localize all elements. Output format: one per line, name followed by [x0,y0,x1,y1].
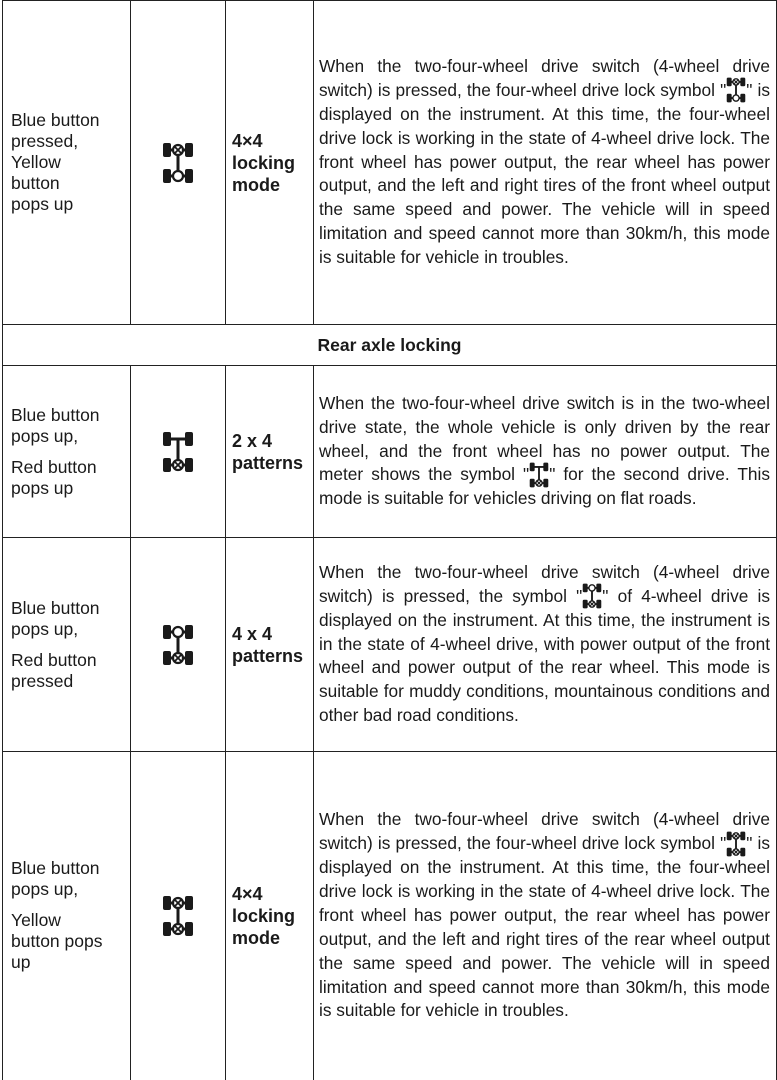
condition-line: button pops [11,931,103,952]
4x4-drive-icon [582,583,602,609]
condition-line: pops up, [11,879,79,900]
mode-line: 2 x 4 [232,430,273,451]
description-text: When the two-four-wheel drive switch (4-wheel drive switch) is pressed, the four-wheel drive lock symbol " [319,55,770,100]
2x4-rear-drive-icon [162,431,194,473]
description-text: " is displayed on the instrument. At this time, the four-wheel drive lock is working in the state of 4-wheel drive lock. The front wheel has power output, the rear wheel has power output, and the left and right tires of the front wheel output the same speed and power. The vehicle will in speed limitation and speed cannot more than 30km/h, this mode is suitable for vehicle in troubles. [319,79,770,268]
mode-name-cell [226,366,314,538]
mode-description-cell [314,752,777,1080]
button-state-cell [3,538,131,752]
condition-line: Blue button [11,858,100,879]
mode-description-cell [314,1,777,325]
mode-line: mode [232,927,281,948]
condition-line: Red button [11,456,97,477]
condition-line: Blue button [11,404,100,425]
4x4-lock-rear-icon [162,895,194,937]
description-text: " is displayed on the instrument. At this time, the four-wheel drive lock is working in the state of 4-wheel drive lock. The front wheel has power output, the rear wheel has power output, and the left and right tires of the rear wheel output the same speed and power. The vehicle will in speed limitation and speed cannot more than 30km/h, this mode is suitable for vehicle in troubles. [319,833,770,1021]
mode-line: locking [232,905,296,926]
mode-symbol-cell [131,538,226,752]
4x4-lock-front-icon [726,77,746,103]
description-text: " for the second drive. This mode is suitable for vehicles driving on flat roads. [319,464,770,509]
mode-name-cell [226,1,314,325]
mode-description-cell [314,366,777,538]
condition-line: pops up [11,477,74,498]
mode-line: 4 x 4 [232,623,273,644]
mode-line: 4×4 [232,883,263,904]
condition-line: button [11,173,60,193]
condition-line: Blue button [11,110,100,130]
table-row [3,538,777,752]
mode-symbol-cell [131,1,226,325]
condition-line: pressed [11,670,74,691]
mode-name-cell [226,538,314,752]
table-row [3,1,777,325]
section-row [3,325,777,366]
condition-line: Red button [11,649,97,670]
mode-line: patterns [232,645,304,666]
mode-line: mode [232,174,281,195]
table-row [3,752,777,1080]
condition-line: Yellow [11,152,61,172]
description-text: When the two-four-wheel drive switch (4-wheel drive switch) is pressed, the symbol " [319,561,770,606]
4x4-lock-front-icon [162,142,194,184]
mode-line: 4×4 [232,130,263,151]
section-title: Rear axle locking [3,325,777,366]
condition-line: pops up, [11,618,79,639]
mode-description-cell [314,538,777,752]
button-state-cell [3,1,131,325]
mode-symbol-cell [131,366,226,538]
condition-line: Blue button [11,597,100,618]
mode-symbol-cell [131,752,226,1080]
condition-line: pressed, [11,131,79,151]
mode-name-cell [226,752,314,1080]
mode-line: locking [232,152,296,173]
description-text: When the two-four-wheel drive switch is in the two-wheel drive state, the whole vehicle is only driven by the rear wheel, and the front wheel has no power output. The meter shows the symbol " [319,392,770,485]
condition-line: up [11,952,31,973]
drive-mode-table [2,0,777,1080]
condition-line: Yellow [11,910,61,931]
mode-line: patterns [232,452,304,473]
2x4-rear-drive-icon [529,462,549,488]
condition-line: pops up [11,194,74,214]
4x4-drive-icon [162,624,194,666]
condition-line: pops up, [11,425,79,446]
description-text: " of 4-wheel drive is displayed on the instrument. At this time, the instrument is in the state of 4-wheel drive, with power output of the front wheel and power output of the rear wheel. This mode is suitable for muddy conditions, mountainous conditions and other bad road conditions. [319,585,770,726]
button-state-cell [3,366,131,538]
description-text: When the two-four-wheel drive switch (4-wheel drive switch) is pressed, the four-wheel drive lock symbol " [319,809,770,854]
button-state-cell [3,752,131,1080]
table-row [3,366,777,538]
4x4-lock-rear-icon [726,831,746,857]
